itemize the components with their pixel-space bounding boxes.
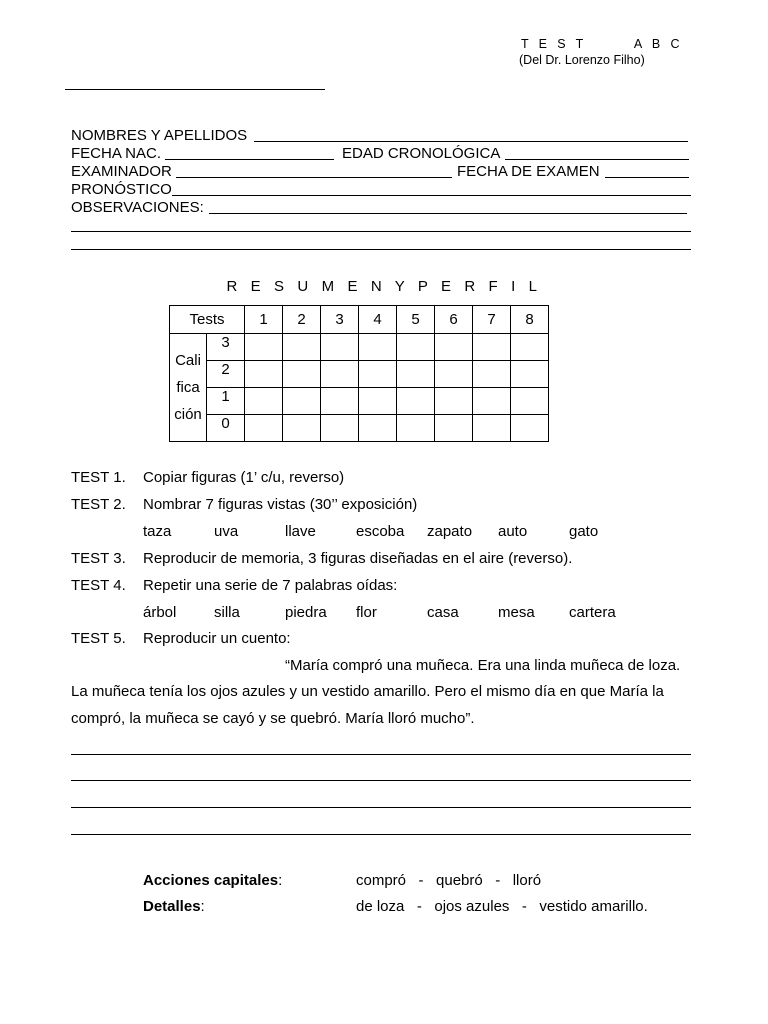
- col-header: 2: [283, 306, 321, 334]
- col-header: 7: [473, 306, 511, 334]
- tests-header: Tests: [170, 306, 245, 334]
- col-header: 6: [435, 306, 473, 334]
- score-cell[interactable]: [473, 415, 511, 442]
- word: gato: [569, 523, 599, 540]
- word: cartera: [569, 604, 616, 621]
- word: árbol: [143, 604, 177, 621]
- test-5-label: TEST 5.: [71, 630, 126, 647]
- score-cell[interactable]: [397, 415, 435, 442]
- pronostico-label: PRONÓSTICO: [71, 181, 172, 198]
- word: mesa: [498, 604, 535, 621]
- pronostico-field[interactable]: [172, 195, 691, 196]
- test-1-label: TEST 1.: [71, 469, 126, 486]
- answer-line[interactable]: [71, 807, 691, 808]
- score-cell[interactable]: [245, 415, 283, 442]
- edad-label: EDAD CRONOLÓGICA: [342, 145, 501, 162]
- score-cell[interactable]: [359, 388, 397, 415]
- word: llave: [285, 523, 316, 540]
- test-2-text: Nombrar 7 figuras vistas (30’’ exposición): [143, 496, 418, 513]
- score-label: 1: [207, 388, 245, 415]
- score-cell[interactable]: [511, 415, 549, 442]
- examinador-field[interactable]: [176, 177, 452, 178]
- examinador-label: EXAMINADOR: [71, 163, 172, 180]
- acciones-value: compró - quebró - lloró: [356, 872, 542, 889]
- perfil-table: [169, 305, 549, 442]
- score-label: 0: [207, 415, 245, 442]
- calificacion-label: Cali fica ción: [170, 334, 207, 442]
- fecha-examen-label: FECHA DE EXAMEN: [457, 163, 600, 180]
- score-cell[interactable]: [397, 361, 435, 388]
- score-cell[interactable]: [321, 334, 359, 361]
- score-label: 3: [207, 334, 245, 361]
- story-line: “María compró una muñeca. Era una linda muñeca de loza.: [285, 657, 681, 674]
- answer-line[interactable]: [71, 780, 691, 781]
- story-line: La muñeca tenía los ojos azules y un vestido amarillo. Pero el mismo día en que María la: [71, 683, 664, 700]
- fecha-examen-field[interactable]: [605, 177, 689, 178]
- acciones-label: Acciones capitales:: [143, 872, 283, 889]
- observaciones-field[interactable]: [209, 213, 687, 214]
- observaciones-line[interactable]: [71, 249, 691, 250]
- test-2-label: TEST 2.: [71, 496, 126, 513]
- word: casa: [427, 604, 459, 621]
- score-cell[interactable]: [321, 415, 359, 442]
- col-header: 5: [397, 306, 435, 334]
- score-cell[interactable]: [245, 388, 283, 415]
- test-4-text: Repetir una serie de 7 palabras oídas:: [143, 577, 398, 594]
- score-cell[interactable]: [245, 361, 283, 388]
- word: escoba: [356, 523, 405, 540]
- score-cell[interactable]: [435, 361, 473, 388]
- detalles-label: Detalles:: [143, 898, 205, 915]
- test-3-label: TEST 3.: [71, 550, 126, 567]
- word: zapato: [427, 523, 473, 540]
- observaciones-label: OBSERVACIONES:: [71, 199, 204, 216]
- observaciones-line[interactable]: [71, 231, 691, 232]
- fecha-nac-field[interactable]: [165, 159, 334, 160]
- edad-field[interactable]: [505, 159, 689, 160]
- top-blank-line[interactable]: [65, 89, 325, 90]
- score-label: 2: [207, 361, 245, 388]
- fecha-nac-label: FECHA NAC.: [71, 145, 162, 162]
- score-cell[interactable]: [473, 334, 511, 361]
- word: uva: [214, 523, 239, 540]
- test-3-text: Reproducir de memoria, 3 figuras diseñadas en el aire (reverso).: [143, 550, 573, 567]
- detalles-value: de loza - ojos azules - vestido amarillo.: [356, 898, 648, 915]
- col-header: 4: [359, 306, 397, 334]
- nombres-field[interactable]: [254, 141, 688, 142]
- score-cell[interactable]: [511, 388, 549, 415]
- score-cell[interactable]: [359, 415, 397, 442]
- score-cell[interactable]: [397, 334, 435, 361]
- score-cell[interactable]: [359, 361, 397, 388]
- resumen-title: R E S U M E N Y P E R F I L: [226, 278, 542, 295]
- score-cell[interactable]: [511, 334, 549, 361]
- score-cell[interactable]: [283, 334, 321, 361]
- score-cell[interactable]: [245, 334, 283, 361]
- nombres-label: NOMBRES Y APELLIDOS: [71, 127, 248, 144]
- word: flor: [356, 604, 377, 621]
- test-1-text: Copiar figuras (1’ c/u, reverso): [143, 469, 345, 486]
- test-title: T E S T A B C: [521, 37, 683, 51]
- col-header: 8: [511, 306, 549, 334]
- answer-line[interactable]: [71, 834, 691, 835]
- score-cell[interactable]: [283, 361, 321, 388]
- test-5-text: Reproducir un cuento:: [143, 630, 291, 647]
- score-cell[interactable]: [435, 334, 473, 361]
- col-header: 1: [245, 306, 283, 334]
- story-line: compró, la muñeca se cayó y se quebró. María lloró mucho”.: [71, 710, 475, 727]
- score-cell[interactable]: [473, 361, 511, 388]
- score-cell[interactable]: [473, 388, 511, 415]
- score-cell[interactable]: [359, 334, 397, 361]
- score-cell[interactable]: [283, 388, 321, 415]
- col-header: 3: [321, 306, 359, 334]
- word: piedra: [285, 604, 327, 621]
- answer-line[interactable]: [71, 754, 691, 755]
- score-cell[interactable]: [397, 388, 435, 415]
- test-4-label: TEST 4.: [71, 577, 126, 594]
- test-author: (Del Dr. Lorenzo Filho): [519, 53, 645, 67]
- score-cell[interactable]: [511, 361, 549, 388]
- score-cell[interactable]: [321, 388, 359, 415]
- word: auto: [498, 523, 528, 540]
- score-cell[interactable]: [435, 388, 473, 415]
- score-cell[interactable]: [283, 415, 321, 442]
- word: silla: [214, 604, 240, 621]
- score-cell[interactable]: [435, 415, 473, 442]
- word: taza: [143, 523, 172, 540]
- score-cell[interactable]: [321, 361, 359, 388]
